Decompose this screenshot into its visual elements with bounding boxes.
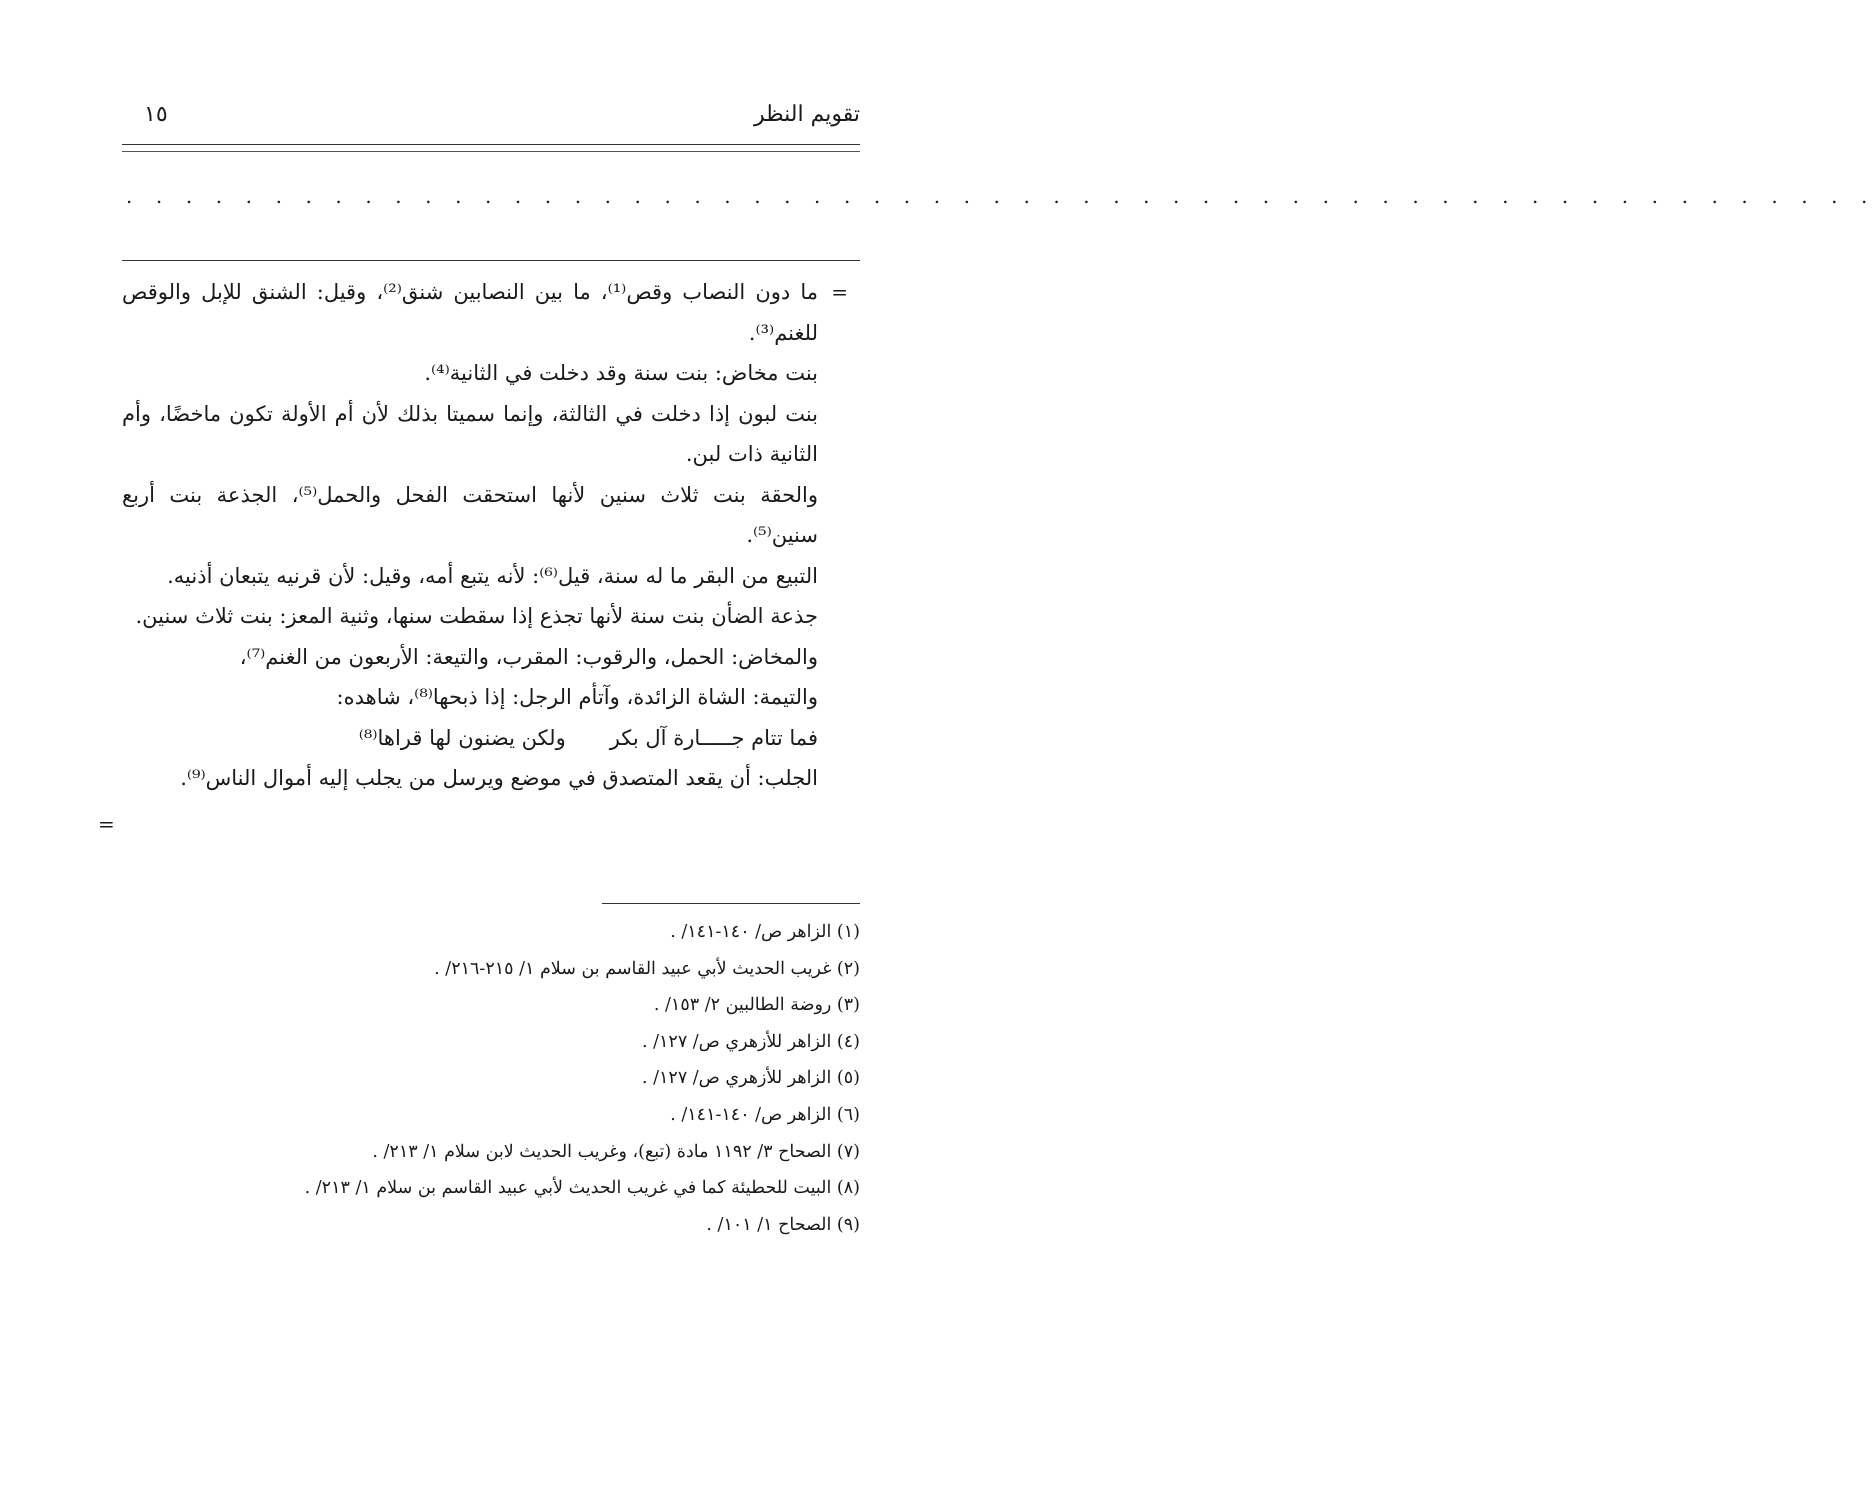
header-double-rule bbox=[122, 144, 860, 152]
paragraph-jalab: الجلب: أن يقعد المتصدق في موضع ويرسل من يجلب إليه أموال الناس⁽⁹⁾. bbox=[180, 766, 818, 790]
footnote-continuation-rule bbox=[122, 260, 860, 261]
paragraph-makhad: والمخاض: الحمل، والرقوب: المقرب، والتيعة: الأربعون من الغنم⁽⁷⁾، bbox=[239, 644, 818, 669]
paragraph-jadha: جذعة الضأن بنت سنة لأنها تجذع إذا سقطت سنها، وثنية المعز: بنت ثلاث سنين. bbox=[135, 604, 818, 628]
poem-verse bbox=[122, 718, 818, 759]
footnote-item: (٩) الصحاح ١/ ١٠١/ . bbox=[706, 1214, 860, 1235]
paragraph-bint-labun: بنت لبون إذا دخلت في الثالثة، وإنما سميتا بذلك لأن أم الأولة تكون ماخضًا، وأم الثانية ذات لبن. bbox=[122, 401, 818, 466]
footnote-item: (٧) الصحاح ٣/ ١١٩٢ مادة (تبع)، وغريب الحديث لابن سلام ١/ ٢١٣/ . bbox=[372, 1141, 860, 1162]
page-number: ١٥ bbox=[144, 102, 168, 127]
dotted-separator: . . . . . . . . . . . . . . . . . . . . . . . . . . . . . . . . . . . . . . . . . . . . . . . . . . . . . . . . . . . bbox=[126, 184, 1876, 208]
footnote-item: (٢) غريب الحديث لأبي عبيد القاسم بن سلام ١/ ٢١٥-٢١٦/ . bbox=[434, 958, 860, 979]
body-text bbox=[122, 272, 818, 799]
running-header bbox=[122, 98, 860, 138]
verse-second-hemistich: ولكن يضنون لها قراها⁽⁸⁾ bbox=[358, 725, 566, 750]
footnote-item: (١) الزاهر ص/ ١٤٠-١٤١/ . bbox=[670, 922, 860, 942]
continuation-mark-start: = bbox=[831, 280, 848, 304]
paragraph-taymah: والتيمة: الشاة الزائدة، وآتأم الرجل: إذا ذبحها⁽⁸⁾، شاهده: bbox=[336, 685, 818, 709]
footnote-item: (٤) الزاهر للأزهري ص/ ١٢٧/ . bbox=[641, 1031, 860, 1052]
footnote-item: (٦) الزاهر ص/ ١٤٠-١٤١/ . bbox=[670, 1104, 860, 1125]
verse-first-hemistich: فما تتام جـــــارة آل بكر bbox=[609, 725, 818, 750]
paragraph-hiqqa: والحقة بنت ثلاث سنين لأنها استحقت الفحل والحمل⁽⁵⁾، الجذعة بنت أربع سنين⁽⁵⁾. bbox=[122, 482, 818, 547]
continuation-mark-end: = bbox=[98, 812, 115, 836]
paragraph-bint-makhad: بنت مخاض: بنت سنة وقد دخلت في الثانية⁽⁴⁾. bbox=[424, 361, 818, 385]
running-title: تقويم النظر bbox=[753, 102, 860, 127]
footnotes bbox=[122, 914, 860, 1243]
footnote-item: (٥) الزاهر للأزهري ص/ ١٢٧/ . bbox=[641, 1068, 860, 1089]
paragraph-tabi: التبيع من البقر ما له سنة، قيل⁽⁶⁾: لأنه يتبع أمه، وقيل: لأن قرنيه يتبعان أذنيه. bbox=[167, 563, 818, 588]
footnote-rule bbox=[602, 903, 860, 904]
footnote-item: (٨) البيت للحطيئة كما في غريب الحديث لأبي عبيد القاسم بن سلام ١/ ٢١٣/ . bbox=[304, 1178, 860, 1199]
paragraph-waqs: ما دون النصاب وقص⁽¹⁾، ما بين النصابين شنق⁽²⁾، وقيل: الشنق للإبل والوقص للغنم⁽³⁾. bbox=[122, 280, 818, 345]
footnote-item: (٣) روضة الطالبين ٢/ ١٥٣/ . bbox=[653, 995, 860, 1016]
